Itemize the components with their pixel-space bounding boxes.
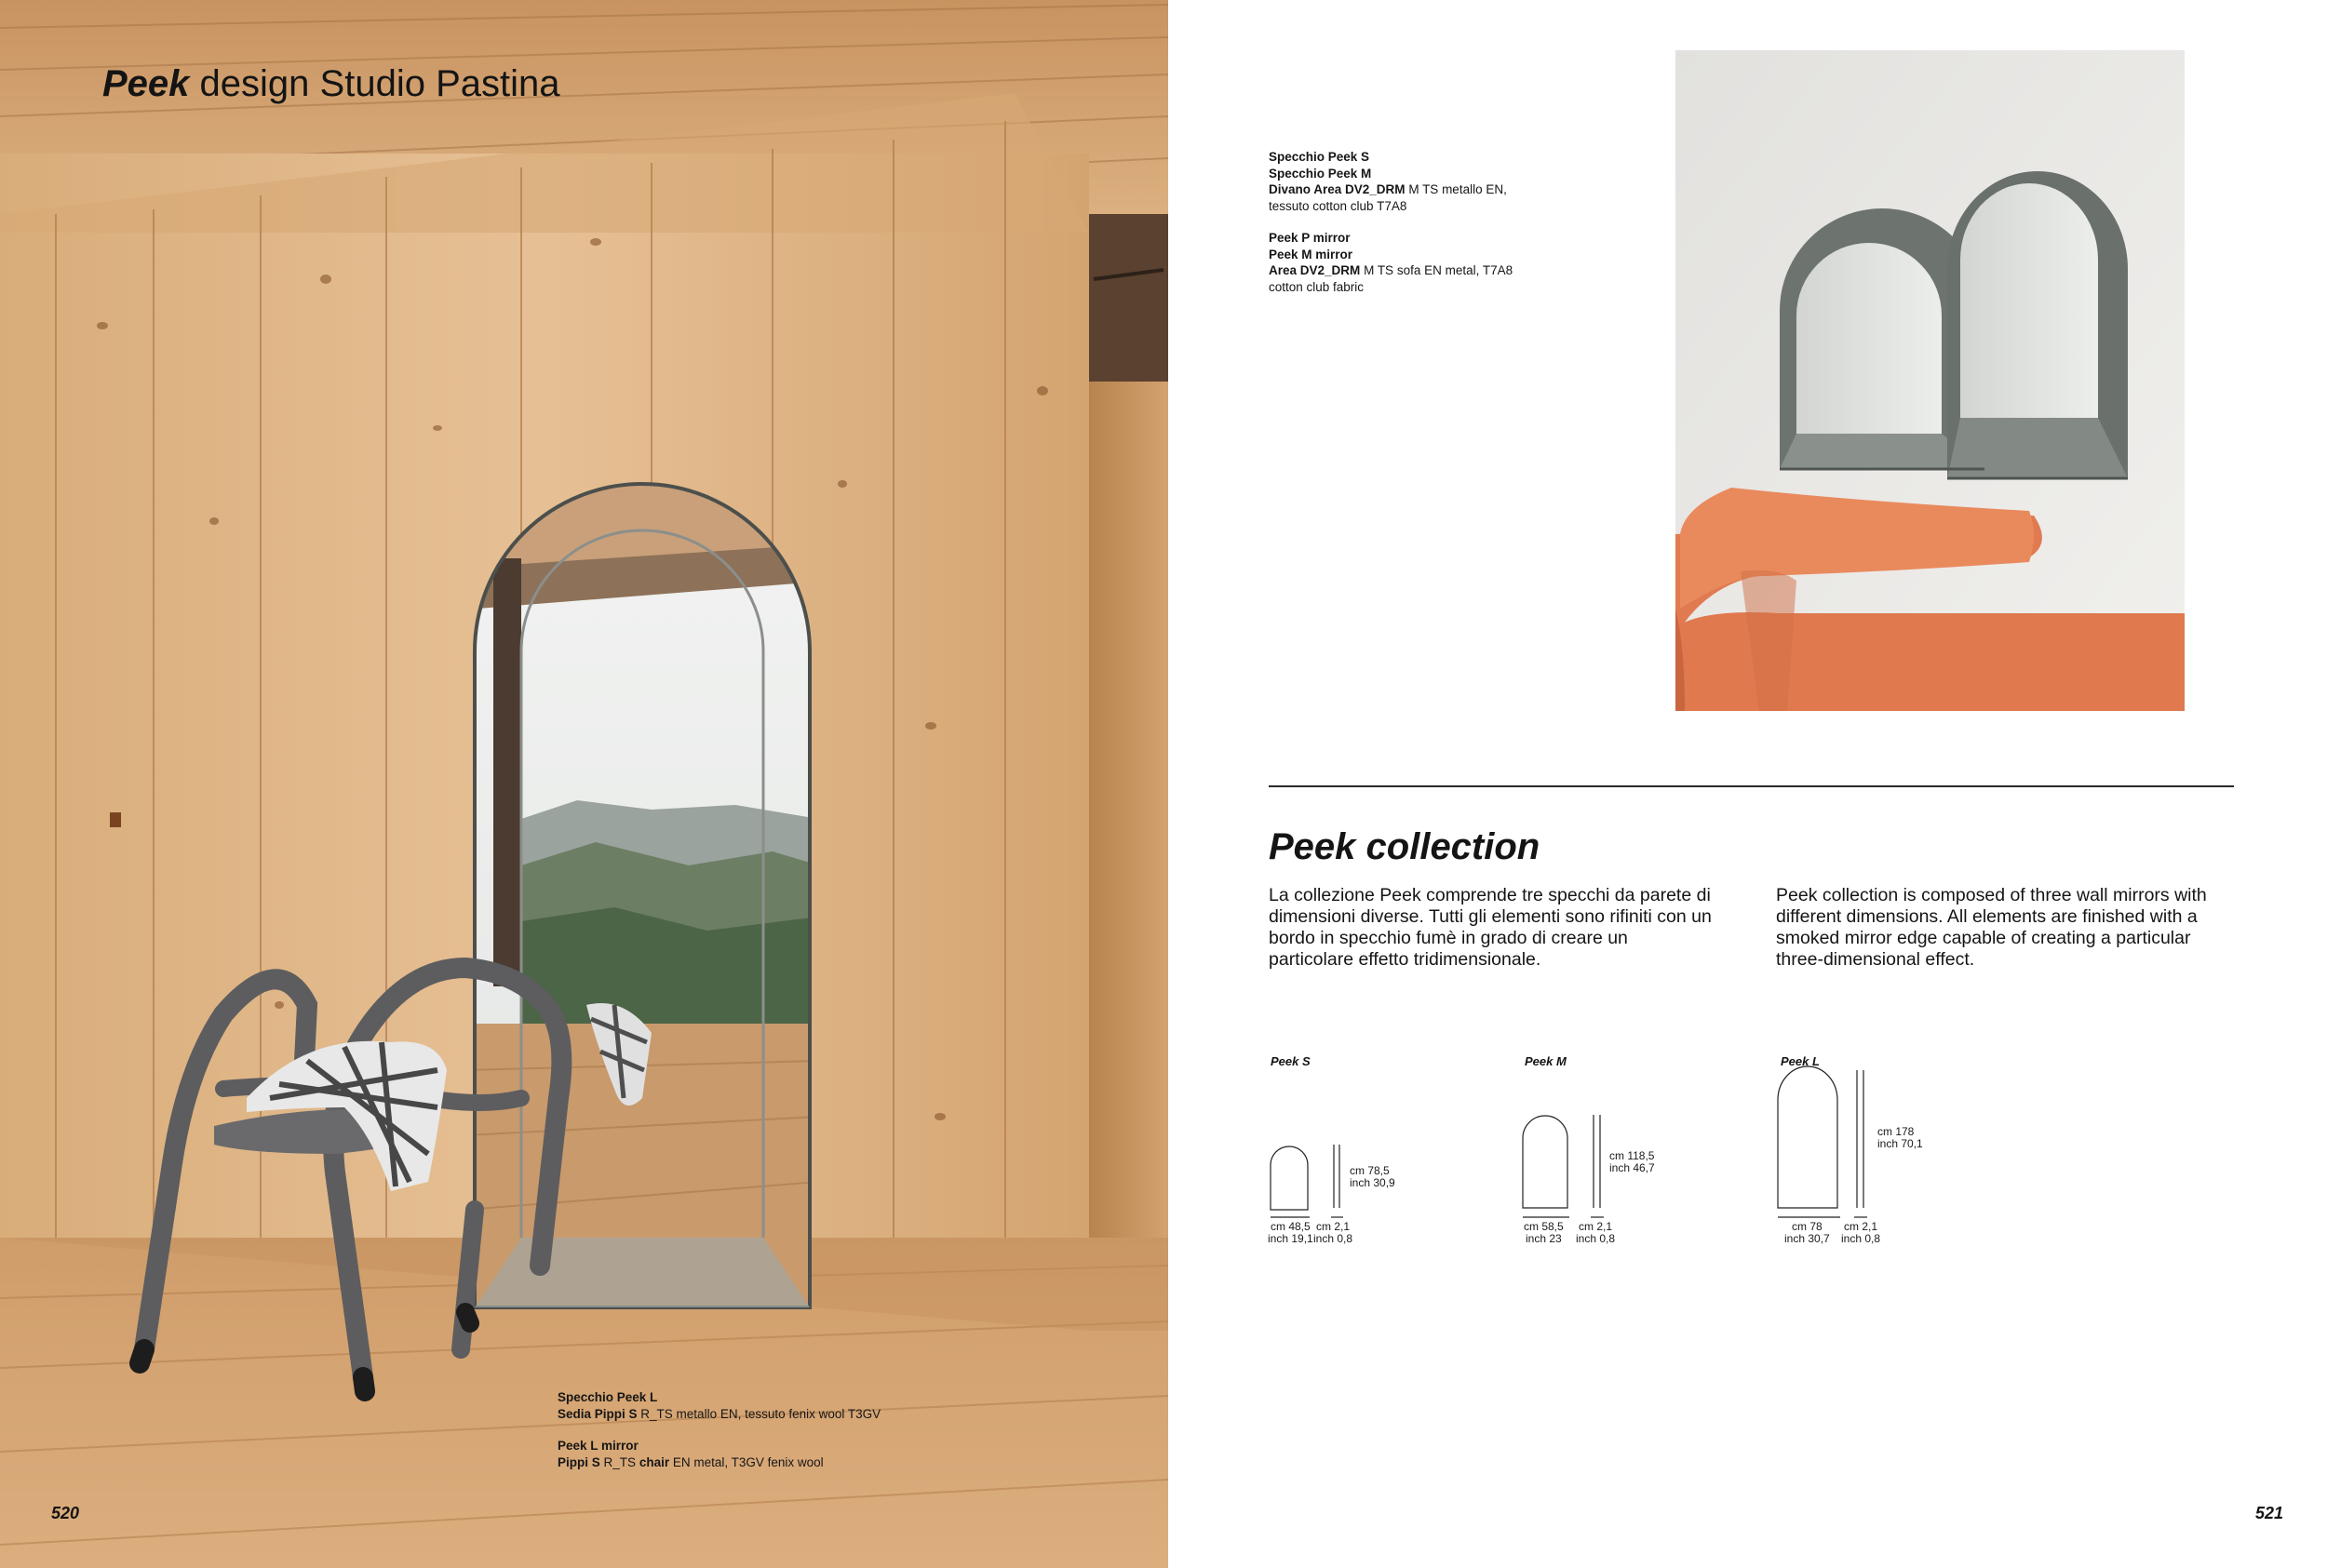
dim-value: inch 23 bbox=[1525, 1232, 1562, 1245]
peek-s-height bbox=[1350, 1165, 1395, 1189]
description-italian: La collezione Peek comprende tre specchi da parete di dimensioni diverse. Tutti gli elementi sono rifiniti con un bordo in specchio fumè in grado di creare un particolare effetto tridimensionale. bbox=[1269, 885, 1712, 970]
peek-l-mirror bbox=[465, 484, 819, 1321]
product-label-peek-l: Peek L bbox=[1781, 1054, 1820, 1068]
dim-value: inch 30,9 bbox=[1350, 1176, 1395, 1189]
caption-text: EN metal, T3GV fenix wool bbox=[672, 1454, 824, 1469]
peek-l-width bbox=[1784, 1221, 1830, 1245]
peek-s-side-drawing bbox=[1329, 1145, 1348, 1219]
dim-value: cm 2,1 bbox=[1316, 1220, 1351, 1233]
page-title bbox=[102, 63, 559, 105]
peek-m-height bbox=[1609, 1150, 1655, 1174]
peek-l-side-drawing bbox=[1852, 1070, 1871, 1233]
dim-value: inch 19,1 bbox=[1268, 1232, 1313, 1245]
peek-m-width bbox=[1524, 1221, 1564, 1245]
peek-l-drawing bbox=[1775, 1066, 1845, 1229]
product-label-peek-m: Peek M bbox=[1525, 1054, 1567, 1068]
dim-value: cm 2,1 bbox=[1844, 1220, 1878, 1233]
caption-line: Peek M mirror bbox=[1269, 247, 1353, 261]
peek-m-depth bbox=[1576, 1221, 1615, 1245]
caption-line bbox=[1269, 262, 1513, 279]
page-number-right: 521 bbox=[2255, 1504, 2284, 1522]
peek-m-mirror bbox=[1947, 171, 2128, 478]
caption-strong: Pippi S bbox=[558, 1454, 600, 1469]
product-name: Peek bbox=[102, 63, 190, 104]
dim-value: cm 48,5 bbox=[1271, 1220, 1311, 1233]
peek-l-height bbox=[1877, 1126, 1923, 1150]
dim-value: cm 178 bbox=[1877, 1125, 1915, 1138]
dim-value: cm 118,5 bbox=[1609, 1149, 1655, 1162]
mirrors-sofa-photo bbox=[1675, 50, 2185, 711]
dim-value: cm 78 bbox=[1792, 1220, 1823, 1233]
section-divider bbox=[1269, 785, 2234, 787]
peek-s-width bbox=[1268, 1221, 1313, 1245]
caption-strong: Divano Area DV2_DRM bbox=[1269, 182, 1406, 196]
caption-line: cotton club fabric bbox=[1269, 279, 1365, 294]
caption-strong: Area DV2_DRM bbox=[1269, 263, 1361, 277]
photo-caption-right bbox=[1269, 149, 1513, 295]
collection-title: Peek collection bbox=[1269, 826, 1540, 867]
peek-s-depth bbox=[1313, 1221, 1352, 1245]
designer-credit: design Studio Pastina bbox=[199, 63, 560, 104]
caption-strong: Sedia Pippi S bbox=[558, 1406, 638, 1421]
dim-value: inch 46,7 bbox=[1609, 1161, 1655, 1174]
caption-line: Peek P mirror bbox=[1269, 231, 1351, 245]
dim-value: inch 0,8 bbox=[1576, 1232, 1616, 1245]
caption-text: R_TS metallo EN, tessuto fenix wool T3GV bbox=[640, 1406, 881, 1421]
product-photo bbox=[1675, 50, 2185, 711]
caption-line bbox=[558, 1454, 881, 1471]
caption-strong: chair bbox=[639, 1454, 670, 1469]
dim-value: inch 0,8 bbox=[1313, 1232, 1353, 1245]
caption-line: tessuto cotton club T7A8 bbox=[1269, 198, 1407, 213]
dim-value: inch 70,1 bbox=[1877, 1137, 1923, 1150]
dim-value: inch 0,8 bbox=[1841, 1232, 1881, 1245]
caption-line: Peek L mirror bbox=[558, 1439, 639, 1453]
caption-line: Specchio Peek L bbox=[558, 1390, 658, 1404]
dim-value: cm 2,1 bbox=[1579, 1220, 1613, 1233]
caption-line: Specchio Peek S bbox=[1269, 150, 1370, 164]
caption-text: M TS sofa EN metal, T7A8 bbox=[1364, 263, 1513, 277]
caption-line bbox=[1269, 181, 1513, 198]
caption-text: M TS metallo EN, bbox=[1408, 182, 1507, 196]
dim-value: cm 78,5 bbox=[1350, 1164, 1390, 1177]
caption-text: R_TS bbox=[603, 1454, 637, 1469]
description-english: Peek collection is composed of three wall mirrors with different dimensions. All elements are finished with a smoked mirror edge capable of creating a particular three-dimensional effect. bbox=[1776, 885, 2207, 970]
page-number-left: 520 bbox=[51, 1504, 80, 1522]
dim-value: inch 30,7 bbox=[1784, 1232, 1830, 1245]
product-label-peek-s: Peek S bbox=[1271, 1054, 1311, 1068]
caption-line bbox=[558, 1406, 881, 1423]
dim-value: cm 58,5 bbox=[1524, 1220, 1564, 1233]
peek-m-drawing bbox=[1520, 1112, 1576, 1228]
peek-m-side-drawing bbox=[1589, 1115, 1607, 1231]
peek-l-depth bbox=[1841, 1221, 1880, 1245]
caption-line: Specchio Peek M bbox=[1269, 166, 1372, 181]
photo-caption-left bbox=[558, 1389, 881, 1470]
